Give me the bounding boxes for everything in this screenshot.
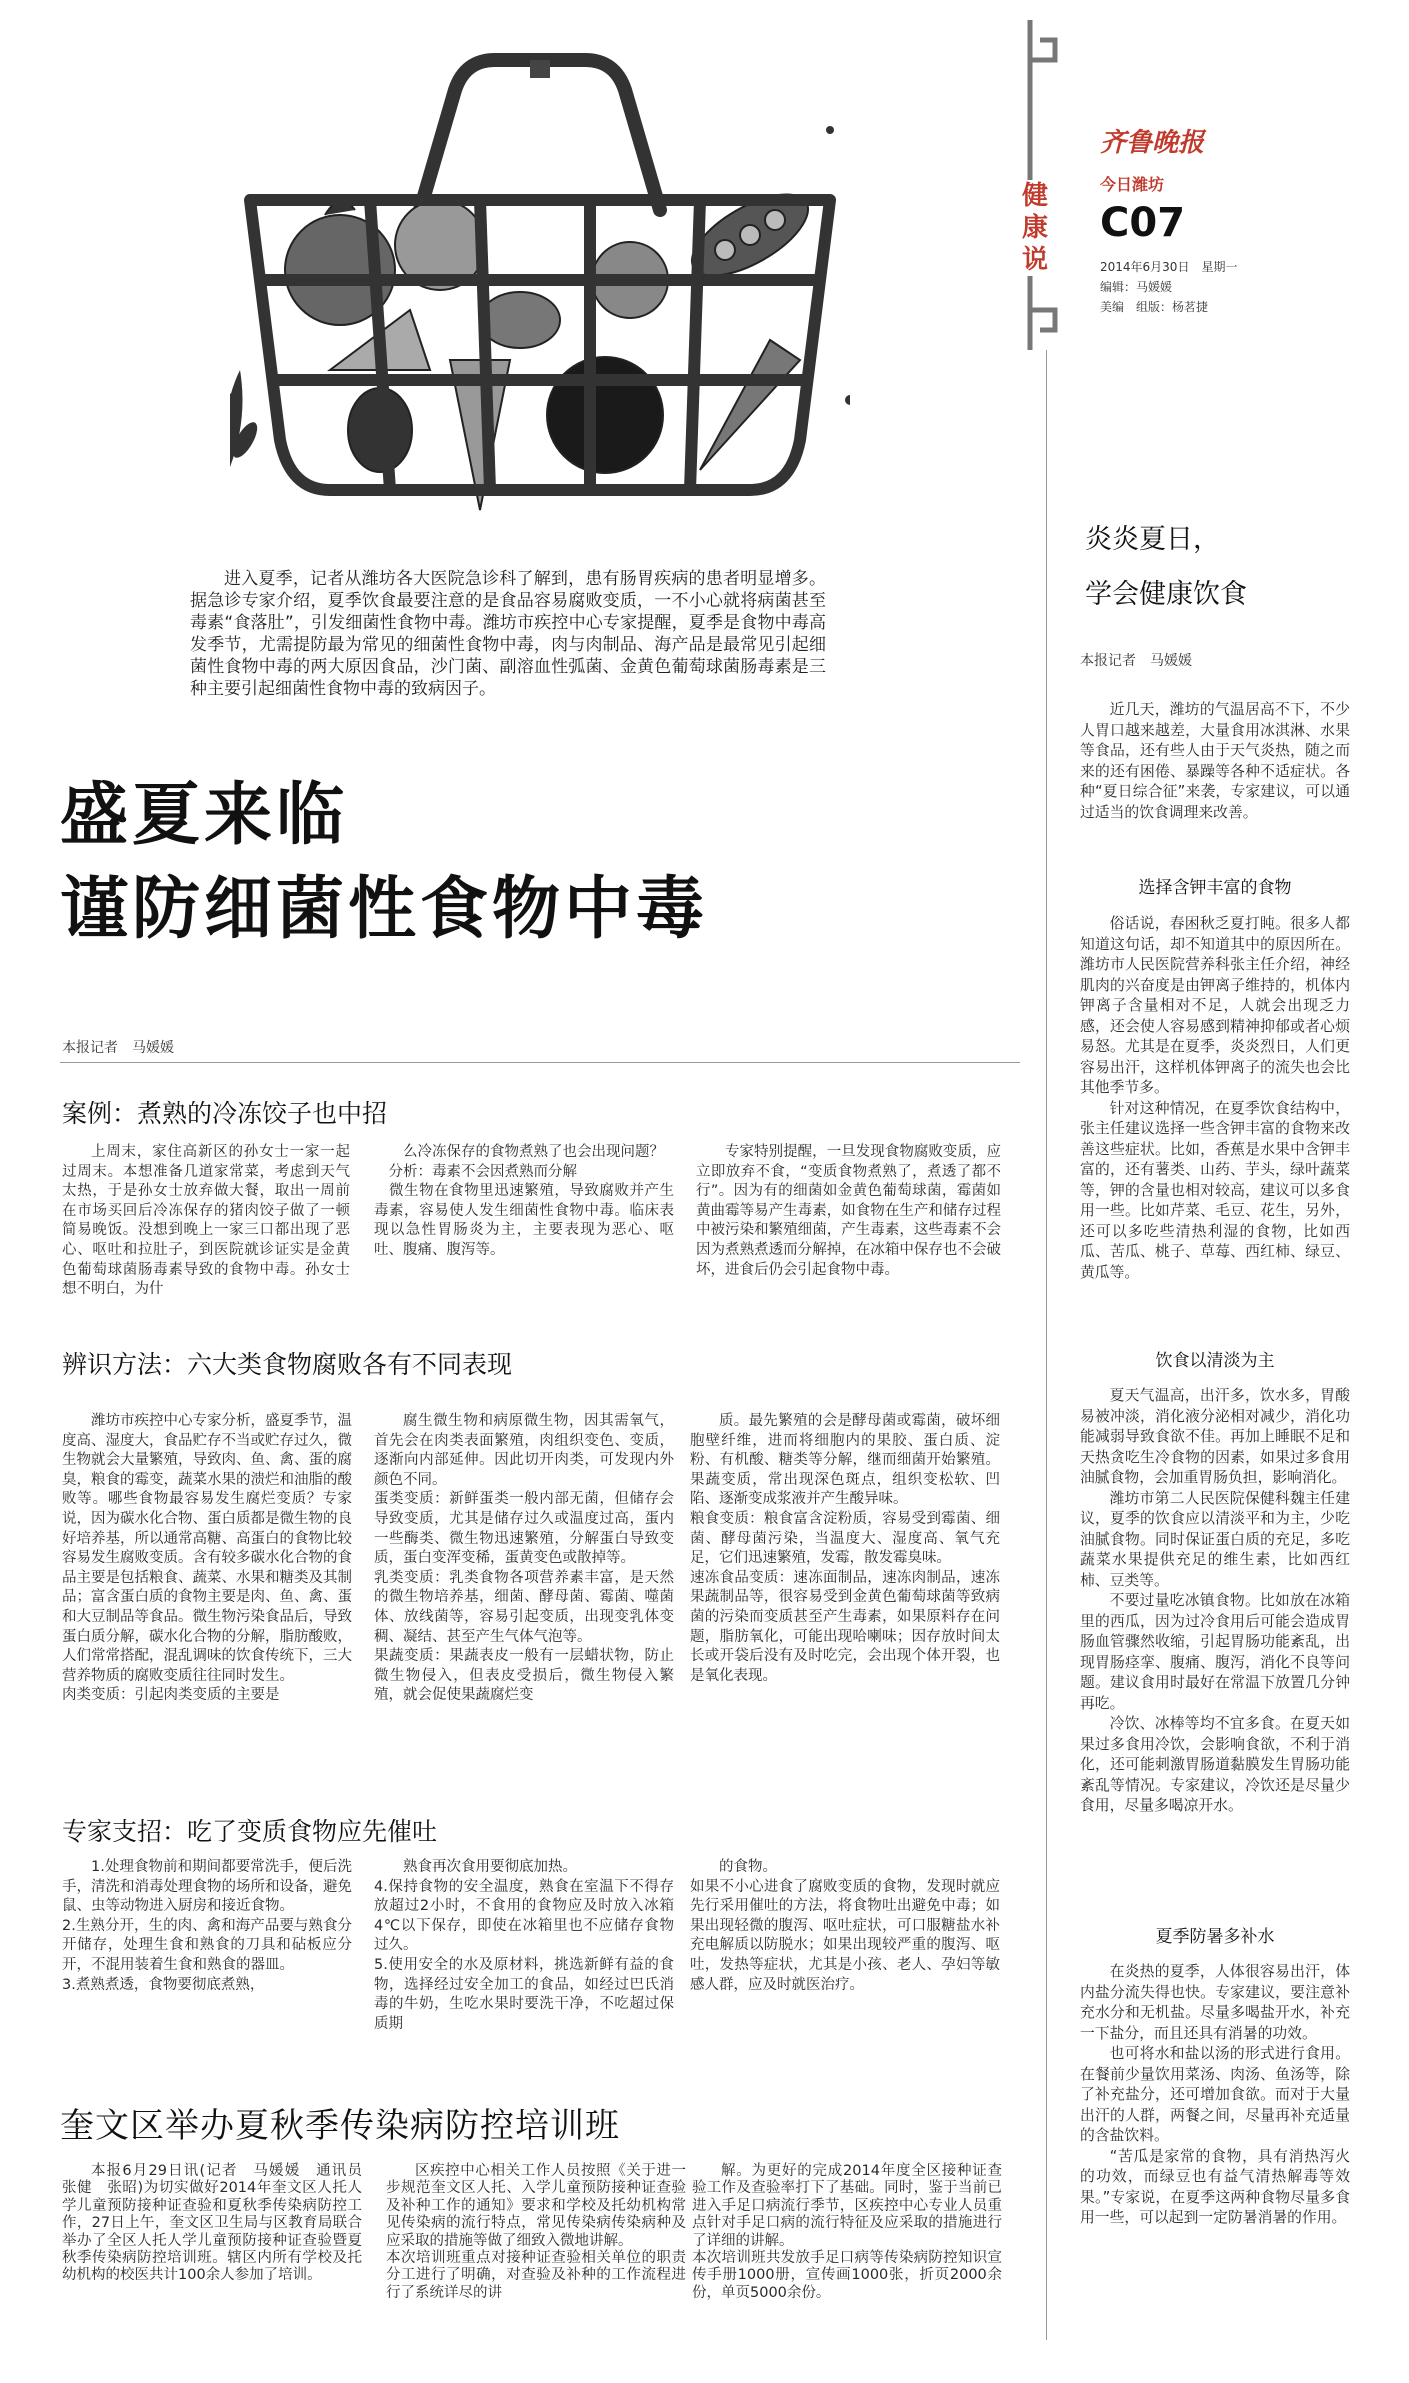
edition-name: 今日潍坊: [1100, 175, 1165, 194]
case-col1: 上周末，家住高新区的孙女士一家一起过周末。本想准备几道家常菜，考虑到天气太热，于是孙女士放弃做大餐，取出一周前在市场买回后冷冻保存的猪肉饺子做了一顿简易晚饭。没想到晚上一家三口都出现了恶心、呕吐和拉肚子，到医院就诊证实是金黄色葡萄球菌肠毒素导致的食物中毒。孙女士想不明白，为什: [62, 1144, 350, 1298]
news-headline: 奎文区举办夏秋季传染病防控培训班: [60, 2106, 620, 2146]
section-heading-tips: 专家支招：吃了变质食物应先催吐: [62, 1817, 438, 1846]
sidebar-divider: [1046, 350, 1047, 2340]
sidebar-potassium-text: 俗话说，春困秋乏夏打盹。很多人都知道这句话，却不知道其中的原因所在。潍坊市人民医院营养科张主任介绍，神经肌肉的兴奋度是由钾离子维持的，机体内钾离子含量相对不足，人就会出现乏力感，还会使人容易感到精神抑郁或者心烦易怒。尤其是在夏季，炎炎烈日，人们更容易出汗，这样机体钾离子的流失也会比其他季节多。 针对这种情况，在夏季饮食结构中，张主任建议选择一些含钾丰富的食物来改善这些症状。比如，香蕉是水果中含钾丰富的，还有薯类、山药、芋头，绿叶蔬菜等，钾的含量也相对较高，建议可以多食用一些。比如芹菜、毛豆、花生，另外，还可以多吃些清热利湿的食物，比如西瓜、苦瓜、桃子、草莓、西红柿、绿豆、黄瓜等。: [1080, 915, 1350, 1281]
sidebar-byline: 本报记者 马媛媛: [1080, 653, 1192, 669]
sidebar-water-text: 在炎热的夏季，人体很容易出汗，体内盐分流失得也快。专家建议，要注意补充水分和无机盐。尽量多喝盐开水，补充一下盐分，而且还具有消暑的功效。 也可将水和盐以汤的形式进行食用。在餐前少量饮用菜汤、肉汤、鱼汤等，除了补充盐分，还可增加食欲。而对于大量出汗的人群，两餐之间，尽量再补充适量的含盐饮料。 “苦瓜是家常的食物，具有消热泻火的功效，而绿豆也有益气清热解毒等效果。”专家说，在夏季这两种食物尽量多食用一些，可以起到一定防暑消暑的作用。: [1080, 1963, 1350, 2226]
headline-line2: 谨防细菌性食物中毒: [60, 870, 709, 949]
sidebar-subhead-potassium: 选择含钾丰富的食物: [1138, 878, 1292, 898]
section-heading-identify: 辨识方法：六大类食物腐败各有不同表现: [62, 1350, 513, 1379]
case-col3: 专家特别提醒，一旦发现食物腐败变质，应立即放弃不食，“变质食物煮熟了，煮透了都不行”。因为有的细菌如金黄色葡萄球菌，霉菌如黄曲霉等易产生毒素，如食物在生产和储存过程中被污染和繁殖细菌，产生毒素，这些毒素不会因为煮熟煮透而分解掉，在冰箱中保存也不会破坏，进食后仍会引起食物中毒。: [696, 1144, 1001, 1278]
tips-col1: 1.处理食物前和期间都要常洗手，便后洗手，清洗和消毒处理食物的场所和设备，避免鼠、虫等动物进入厨房和接近食物。 2.生熟分开，生的肉、禽和海产品要与熟食分开储存，处理生食和熟食的刀具和砧板应分开，不混用装着生食和熟食的器皿。 3.煮熟煮透，食物要彻底煮熟，: [62, 1859, 352, 1993]
leaf-sprigs: [230, 370, 262, 490]
tips-col2: 熟食再次食用要彻底加热。 4.保持食物的安全温度，熟食在室温下不得存放超过2小时，不食用的食物应及时放入冰箱4℃以下保存，即使在冰箱里也不应储存食物过久。 5.使用安全的水及原材料，挑选新鲜有益的食物，选择经过安全加工的食品，如经过巴氏消毒的牛奶，生吃水果时要洗干净，不吃超过保质期: [374, 1859, 674, 2032]
sidebar-subhead-water: 夏季防暑多补水: [1155, 1927, 1275, 1947]
case-col2: 么冷冻保存的食物煮熟了也会出现问题？ 分析：毒素不会因煮熟而分解 微生物在食物里迅速繁殖，导致腐败并产生毒素，容易使人发生细菌性食物中毒。临床表现以急性胃肠炎为主，主要表现为恶心、呕吐、腹痛、腹泻等。: [374, 1144, 674, 1258]
basket-illustration: [230, 20, 850, 540]
section-heading-case: 案例：煮熟的冷冻饺子也中招: [62, 1099, 388, 1128]
page-number: C07: [1100, 200, 1186, 246]
sidebar-subhead-light-diet: 饮食以清淡为主: [1155, 1351, 1275, 1371]
section-tag: 健康说: [1022, 181, 1049, 275]
news-col2: 区疾控中心相关工作人员按照《关于进一步规范奎文区人托、入学儿童预防接种证查验及补种工作的通知》要求和学校及托幼机构常见传染病的流行特点，常见传染病传染病种及应采取的措施等做了细致入微地讲解。 本次培训班重点对接种证查验相关单位的职责分工进行了明确，对查验及补种的工作流程进行了系统详尽的讲: [386, 2163, 686, 2301]
basket-handle: [420, 60, 660, 210]
sidebar-light-diet-text: 夏天气温高，出汗多，饮水多，胃酸易被冲淡，消化液分泌相对减少，消化功能减弱导致食欲不佳。再加上睡眠不足和天热贪吃生冷食物的因素，如果过多食用油腻食物，会加重胃肠负担，影响消化。 潍坊市第二人民医院保健科魏主任建议，夏季的饮食应以清淡平和为主，少吃油腻食物。同时保证蛋白质的充足，多吃蔬菜水果提供充足的维生素，比如西红柿、豆类等。 不要过量吃冰镇食物。比如放在冰箱里的西瓜，因为过冷食用后可能会造成胃肠血管骤然收缩，引起胃肠功能紊乱，出现胃肠痉挛、腹痛、腹泻，消化不良等问题。建议食用时最好在常温下放置几分钟再吃。 冷饮、冰棒等均不宜多食。在夏天如果过多食用冷饮，会影响食欲，不利于消化，还可能刺激胃肠道黏膜发生胃肠功能紊乱等情况。专家建议，冷饮还是尽量少食用，尽量多喝凉开水。: [1080, 1387, 1350, 1814]
sidebar-title-line1: 炎炎夏日，: [1085, 524, 1220, 555]
vegetables: [285, 178, 820, 510]
headline-line1: 盛夏来临: [60, 776, 349, 855]
identify-col1: 潍坊市疾控中心专家分析，盛夏季节，温度高、湿度大，食品贮存不当或贮存过久，微生物就会大量繁殖，导致肉、鱼、禽、蛋的腐臭，粮食的霉变，蔬菜水果的溃烂和油脂的酸败等。哪些食物最容易发生腐烂变质？专家说，因为碳水化合物、蛋白质都是微生物的良好培养基，所以通常高糖、高蛋白的食物比较容易发生腐败变质。含有较多碳水化合物的食品主要是包括粮食、蔬菜、水果和糖类及其制品；富含蛋白质的食物主要是肉、鱼、禽、蛋和大豆制品等食品。微生物污染食品后，导致蛋白质分解，碳水化合物的分解，脂肪酸败，人们常常搭配，混乱调味的饮食传统下，三大营养物质的腐败变质往往同时发生。 肉类变质：引起肉类变质的主要是: [62, 1413, 352, 1704]
news-col1: 本报6月29日讯(记者 马媛媛 通讯员 张健 张昭)为切实做好2014年奎文区人托人学儿童预防接种证查验和夏秋季传染病防控工作，27日上午，奎文区卫生局与区教育局联合举办了全区人托人学儿童预防接种证查验暨夏秋季传染病防控培训班。辖区内所有学校及托幼机构的校医共计100余人参加了培训。: [62, 2163, 377, 2284]
identify-col3: 质。最先繁殖的会是酵母菌或霉菌，破坏细胞壁纤维，进而将细胞内的果胶、蛋白质、淀粉、有机酸、糖类等分解，继而细菌开始繁殖。果蔬变质，常出现深色斑点，组织变松软、凹陷、逐渐变成浆液并产生酸异味。 粮食变质：粮食富含淀粉质，容易受到霉菌、细菌、酵母菌污染，当温度大、湿度高、氧气充足，它们迅速繁殖，发霉，散发霉臭味。 速冻食品变质：速冻面制品，速冻肉制品，速冻果蔬制品等，很容易受到金黄色葡萄球菌等致病菌的污染而变质甚至产生毒素，如果原料存在问题，脂肪氧化，可能出现哈喇味；因存放时间太长或开袋后没有及时吃完，会出现个体开裂，也是氧化表现。: [690, 1413, 1000, 1684]
paper-logo: 齐鲁晚报: [1100, 128, 1205, 158]
lead-paragraph: 进入夏季，记者从潍坊各大医院急诊科了解到，患有肠胃疾病的患者明显增多。据急诊专家介绍，夏季饮食最要注意的是食品容易腐败变质，一不小心就将病菌甚至毒素“食落肚”，引发细菌性食物中毒。潍坊市疾控中心专家提醒，夏季是食物中毒高发季节，尤需提防最为常见的细菌性食物中毒，肉与肉制品、海产品是最常见引起细菌性食物中毒的两大原因食品，沙门菌、副溶血性弧菌、金黄色葡萄球菌肠毒素是三种主要引起细菌性食物中毒的致病因子。: [190, 569, 826, 699]
byline: 本报记者 马媛媛: [62, 1040, 174, 1056]
identify-col2: 腐生微生物和病原微生物，因其需氧气，首先会在肉类表面繁殖，肉组织变色、变质，逐渐向内部延伸。因此切开肉类，可发现内外颜色不同。 蛋类变质：新鲜蛋类一般内部无菌，但储存会导致变质，尤其是储存过久或温度过高，蛋内一些酶类、微生物迅速繁殖，分解蛋白导致变质，蛋白变浑变稀，蛋黄变色或散掉等。 乳类变质：乳类食物各项营养素丰富，是天然的微生物培养基，细菌、酵母菌、霉菌、噬菌体、放线菌等，容易引起变质，出现变乳体变稠、凝结、甚至产生气体气泡等。 果蔬变质：果蔬表皮一般有一层蜡状物，防止微生物侵入，但表皮受损后，微生物侵入繁殖，就会促使果蔬腐烂变: [374, 1413, 674, 1704]
issue-date: 2014年6月30日 星期一: [1100, 260, 1238, 274]
sidebar-intro: 近几天，潍坊的气温居高不下，不少人胃口越来越差，大量食用冰淇淋、水果等食品，还有些人由于天气炎热，随之而来的还有困倦、暴躁等各种不适症状。各种“夏日综合征”来袭，专家建议，可以通过适当的饮食调理来改善。: [1080, 701, 1350, 821]
tips-col3: 的食物。 如果不小心进食了腐败变质的食物，发现时就应先行采用催吐的方法，将食物吐出避免中毒；如果出现轻微的腹泻、呕吐症状，可口服糖盐水补充电解质以防脱水；如果出现较严重的腹泻、呕吐，发热等症状，尤其是小孩、老人、孕妇等敏感人群，应及时就医治疗。: [690, 1859, 1000, 1993]
sidebar-title-line2: 学会健康饮食: [1085, 579, 1247, 610]
news-col3: 解。为更好的完成2014年度全区接种证查验工作及查验率打下了基础。同时，鉴于当前已进入手足口病流行季节，区疾控中心专业人员重点针对手足口病的流行特征及应采取的措施进行了详细的讲解。 本次培训班共发放手足口病等传染病防控知识宣传手册1000册，宣传画1000张，折页2000余份，单页5000余份。: [692, 2163, 1002, 2301]
divider: [60, 1062, 1020, 1063]
editor: 编辑：马媛媛: [1100, 280, 1173, 294]
designer: 美编 组版：杨茗捷: [1100, 300, 1209, 314]
